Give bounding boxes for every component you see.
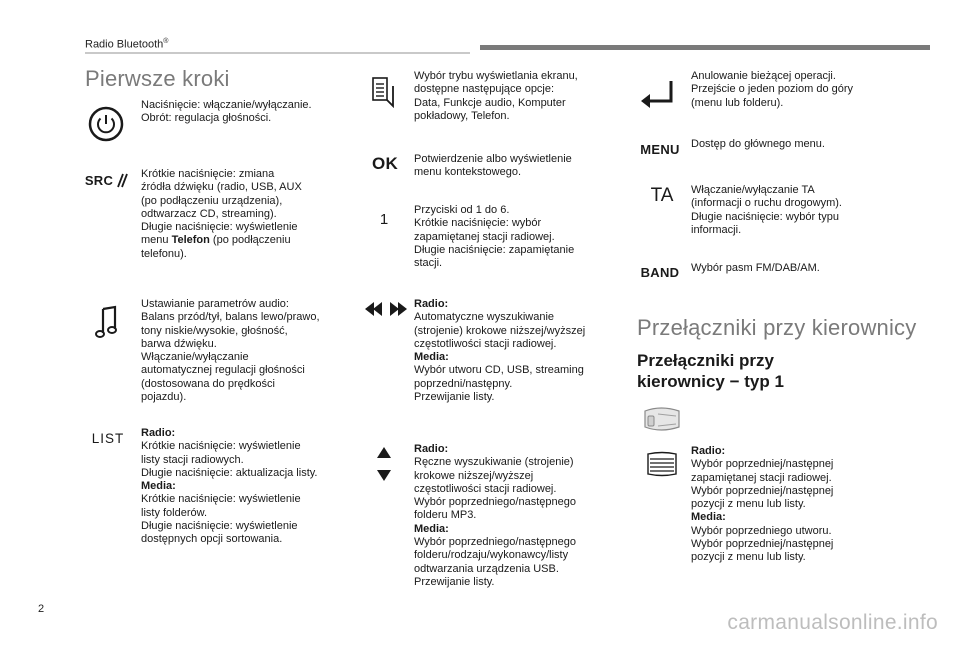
header-divider-right [480,45,930,50]
item-text-list: Radio: Krótkie naciśnięcie: wyświetlenie listy stacji radiowych. Długie naciśnięcie: aktualizacja listy. Media: Krótkie naciśnięcie: wyświetlenie listy folderów. Długie naciśnięcie: wyświetlenie dostępnych opcji sortowania. [141,427,318,546]
running-header: Radio Bluetooth® [85,38,169,51]
item-text-ok: Potwierdzenie albo wyświetlenie menu kontekstowego. [414,153,572,179]
ok-button-icon: OK [371,154,399,173]
up-down-arrows-icon [374,446,394,482]
item-text-band: Wybór pasm FM/DAB/AM. [691,262,820,274]
ta-button-icon: TA [650,185,674,206]
item-text-menu: Dostęp do głównego menu. [691,138,825,150]
item-text-seek: Radio: Automatyczne wyszukiwanie (strojenie) krokowe niższej/wyższej częstotliwości stacji radiowej. Media: Wybór utworu CD, USB, streaming poprzedni/następny. Przewijanie listy. [414,298,586,404]
preset-button-1-icon: 1 [379,210,389,228]
seek-arrows-icon [364,300,408,318]
watermark: carmanualsonline.info [727,611,938,634]
menu-button-icon: MENU [640,141,680,157]
item-text-manual-tune: Radio: Ręczne wyszukiwanie (strojenie) krokowe niższej/wyższej częstotliwości stacji radiowej. Wybór poprzedniego/następnego folderu MP3. Media: Wybór poprzedniego/następnego folderu/rodzaju/wykonawcy/listy odtwarzania urządzenia USB. Przewijanie listy. [414,443,576,588]
src-button-icon: SRC [82,170,132,190]
list-button-icon: LIST [91,430,125,446]
page-number: 2 [38,603,45,615]
music-note-icon [94,304,118,340]
back-arrow-icon [638,78,678,114]
section-title-steering-switches: Przełączniki przy kierownicy [637,315,917,340]
item-text-power: Naciśnięcie: włączanie/wyłączanie. Obrót: regulacja głośności. [141,99,312,125]
thumbwheel-icon [644,450,680,478]
item-text-display-mode: Wybór trybu wyświetlania ekranu, dostępne następujące opcje: Data, Funkcje audio, Komputer pokładowy, Telefon. [414,70,578,122]
item-text-back: Anulowanie bieżącej operacji. Przejście o jeden poziom do góry (menu lub folderu). [691,70,854,109]
power-button-icon [88,106,124,142]
section-title-first-steps: Pierwsze kroki [85,66,230,91]
item-text-ta: Włączanie/wyłączanie TA (informacji o ruchu drogowym). Długie naciśnięcie: wybór typu informacji. [691,184,842,236]
header-divider-left [85,52,470,54]
item-text-presets: Przyciski od 1 do 6. Krótkie naciśnięcie: wybór zapamiętanej stacji radiowej. Długie naciśnięcie: zapamiętanie stacji. [414,204,575,270]
subsection-title-type1: Przełączniki przy kierownicy − typ 1 [637,351,784,391]
item-text-src: Krótkie naciśnięcie: zmiana źródła dźwięku (radio, USB, AUX (po podłączeniu urządzenia), odtwarzacz CD, streaming). Długie naciśnięcie: wyświetlenie menu Telefon (po podłączeniu telefonu). [141,168,302,260]
display-mode-icon [370,76,398,108]
band-button-icon: BAND [640,264,680,280]
item-text-audio-settings: Ustawianie parametrów audio: Balans przód/tył, balans lewo/prawo, tony niskie/wysokie, głośność, barwa dźwięku. Włączanie/wyłączanie automatycznej regulacji głośności (dostosowana do prędkości pojazdu). [141,298,320,404]
item-text-steering-switch: Radio: Wybór poprzedniej/następnej zapamiętanej stacji radiowej. Wybór poprzedniej/następnej pozycji z menu lub listy. Media: Wybór poprzedniego utworu. Wybór poprzedniej/następnej pozycji z menu lub listy. [691,445,834,564]
steering-switch-icon [640,406,684,434]
